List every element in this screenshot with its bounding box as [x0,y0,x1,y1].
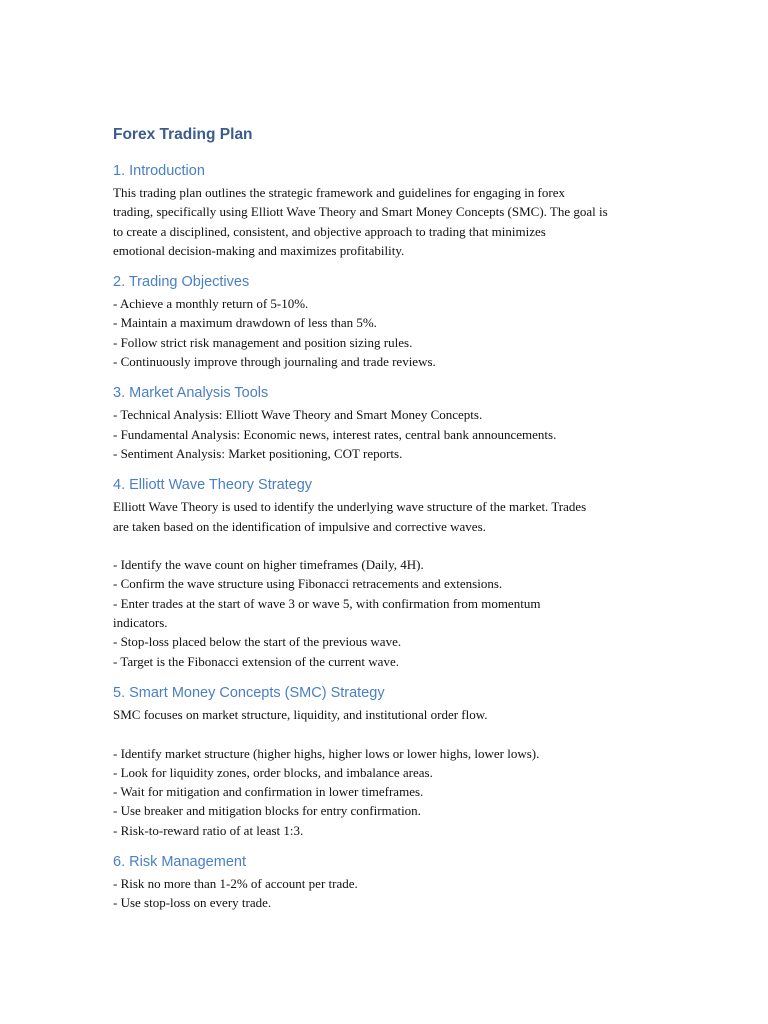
text-line: - Identify market structure (higher highs, higher lows or lower highs, lower lows). [113,745,540,761]
section-heading: 5. Smart Money Concepts (SMC) Strategy [113,684,385,701]
text-line: - Target is the Fibonacci extension of the current wave. [113,653,399,669]
blank-line [113,536,658,555]
text-line: - Follow strict risk management and position sizing rules. [113,334,413,350]
text-line: Elliott Wave Theory is used to identify the underlying wave structure of the market. Trades [113,499,587,515]
text-line: - Use breaker and mitigation blocks for entry confirmation. [113,803,421,819]
text-line: - Identify the wave count on higher timeframes (Daily, 4H). [113,557,424,573]
section-3 [113,383,658,463]
text-line: indicators. [113,615,168,631]
section-heading: 6. Risk Management [113,854,246,871]
text-line: This trading plan outlines the strategic framework and guidelines for engaging in forex [113,185,565,200]
text-line: - Technical Analysis: Elliott Wave Theory and Smart Money Concepts. [113,407,483,423]
text-line: trading, specifically using Elliott Wave Theory and Smart Money Concepts (SMC). The goal is [113,204,608,220]
section-heading: 3. Market Analysis Tools [113,385,269,402]
document-body [113,161,658,913]
section-4 [113,475,658,671]
text-line: - Use stop-loss on every trade. [113,895,272,911]
section-heading: 2. Trading Objectives [113,274,250,291]
text-line: - Stop-loss placed below the start of the previous wave. [113,634,402,650]
text-line: - Confirm the wave structure using Fibonacci retracements and extensions. [113,576,503,592]
text-line: - Look for liquidity zones, order blocks, and imbalance areas. [113,764,433,780]
text-line: - Risk no more than 1-2% of account per trade. [113,876,358,892]
section-1 [113,161,658,260]
text-line: to create a disciplined, consistent, and objective approach to trading that minimizes [113,223,546,239]
text-line: - Maintain a maximum drawdown of less than 5%. [113,315,377,331]
section-6 [113,852,658,913]
section-heading: 4. Elliott Wave Theory Strategy [113,477,313,494]
section-heading: 1. Introduction [113,163,205,179]
text-line: - Fundamental Analysis: Economic news, interest rates, central bank announcements. [113,426,557,442]
text-line: SMC focuses on market structure, liquidity, and institutional order flow. [113,706,488,722]
section-5 [113,683,658,840]
text-line: are taken based on the identification of impulsive and corrective waves. [113,518,486,534]
text-line: - Wait for mitigation and confirmation in lower timeframes. [113,784,424,800]
text-line: - Risk-to-reward ratio of at least 1:3. [113,822,304,838]
blank-line [113,724,658,743]
section-2 [113,272,658,371]
text-line: emotional decision-making and maximizes profitability. [113,242,405,258]
text-line: - Achieve a monthly return of 5-10%. [113,296,309,312]
text-line: - Sentiment Analysis: Market positioning, COT reports. [113,445,403,461]
text-line: - Continuously improve through journaling and trade reviews. [113,354,436,370]
text-line: - Enter trades at the start of wave 3 or wave 5, with confirmation from momentum [113,595,541,611]
document-title: Forex Trading Plan [113,126,253,143]
document-page [113,124,658,925]
